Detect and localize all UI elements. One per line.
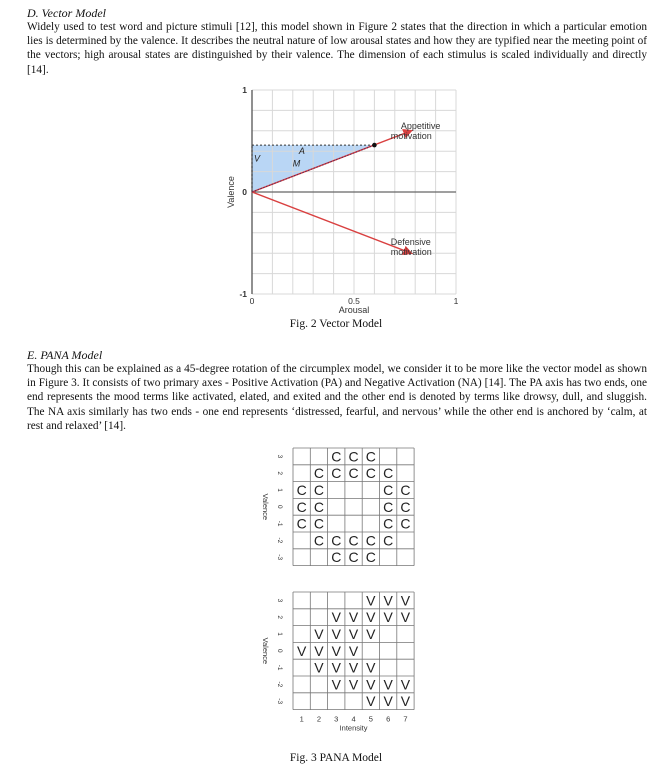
x-tick-label: 0	[249, 296, 255, 306]
pana-y-tick-label: 2	[276, 615, 283, 620]
label-v: V	[254, 153, 261, 164]
pana-cell-v: V	[348, 659, 359, 676]
pana-y-tick-label: 1	[276, 632, 283, 636]
pana-cell-v: V	[400, 609, 411, 626]
pana-y-tick-label: 1	[276, 488, 283, 492]
pana-cell-c: C	[313, 532, 325, 549]
pana-cell-v: V	[383, 592, 393, 609]
pana-cell-c: C	[296, 482, 307, 498]
pana-cell-v: V	[314, 659, 324, 676]
pana-cell-v: V	[383, 609, 393, 626]
section-d-heading: D. Vector Model	[27, 6, 106, 20]
pana-cell-c: C	[383, 482, 394, 498]
pana-cell-v: V	[331, 609, 341, 626]
pana-cell-v: V	[400, 592, 411, 609]
y-tick-label: -1	[239, 289, 247, 299]
label-a: A	[298, 146, 305, 157]
pana-y-tick-label: 3	[276, 598, 283, 603]
x-tick-label: 0.5	[348, 296, 360, 306]
pana-y-tick-label: -3	[276, 698, 283, 705]
pana-x-tick-label: 6	[386, 714, 391, 724]
highlight-point	[372, 143, 377, 148]
pana-y-tick-label: 0	[276, 648, 283, 653]
section-e-heading: E. PANA Model	[27, 348, 103, 362]
pana-y-tick-label: 3	[276, 454, 283, 459]
defensive-label-line2: motivation	[390, 247, 432, 258]
pana-cell-c: C	[365, 549, 376, 566]
pana-cell-c: C	[348, 549, 359, 566]
pana-x-tick-label: 2	[316, 714, 322, 724]
pana-cell-c: C	[331, 532, 342, 549]
label-m: M	[292, 158, 301, 169]
pana-y-tick-label: -1	[276, 520, 283, 527]
pana-y-tick-label: -1	[276, 664, 283, 671]
pana-cell-c: C	[365, 465, 376, 482]
pana-cell-v: V	[348, 626, 359, 642]
pana-cell-c: C	[400, 482, 411, 498]
section-e-paragraph: Though this can be explained as a 45-degree rotation of the circumplex model, we consider it to be more like the vector model as shown in Figure 3. It consists of two primary axes - Positive Activation (PA) and Negative Activation (NA) [14]. The PA axis has two ends, one end represents the mood terms like activated, elated, and exited and the other end is denoted by terms like drowsy, dull, and sluggish. The NA axis similarly has two ends - one end represents ‘distressed, fearful, and nervous’ while the other end is anchored by ‘calm, at rest and relaxed’ [14].	[27, 363, 647, 432]
pana-y-tick-label: 2	[276, 471, 283, 476]
pana-cell-v: V	[383, 676, 393, 693]
pana-cell-c: C	[313, 498, 325, 515]
pana-cell-c: C	[365, 532, 376, 549]
pana-cell-v: V	[314, 626, 324, 642]
section-d-paragraph: Widely used to test word and picture stimuli [12], this model shown in Figure 2 states that the direction in which a particular emotion lies is determined by the valence. It describes the neutral nature of low arousal states and how they are typified near the meeting point of the vectors; high arousal states are distinguished by their valence. The dimension of each stimulus is scaled individually and directly [14].	[27, 21, 647, 76]
defensive-label-line1: Defensive	[390, 237, 431, 248]
pana-cell-c: C	[400, 498, 411, 515]
pana-cell-v: V	[400, 676, 411, 693]
y-tick-label: 0	[242, 187, 247, 197]
pana-cell-v: V	[366, 659, 376, 676]
pana-cell-c: C	[400, 515, 411, 532]
pana-x-tick-label: 5	[368, 714, 373, 724]
pana-cell-c: C	[331, 448, 342, 465]
pana-cell-v: V	[366, 693, 376, 710]
pana-cell-v: V	[348, 642, 359, 659]
pana-y-tick-label: -3	[276, 554, 283, 561]
pana-cell-v: V	[400, 693, 411, 710]
pana-cell-c: C	[313, 465, 325, 482]
figure-3-caption: Fig. 3 PANA Model	[289, 752, 383, 764]
pana-cell-c: C	[296, 515, 307, 532]
pana-x-axis-label: Intensity	[339, 723, 368, 733]
pana-cell-v: V	[366, 609, 376, 626]
pana-y-tick-label: 0	[276, 504, 283, 509]
pana-cell-v: V	[331, 642, 341, 659]
appetitive-label-line2: motivation	[390, 130, 432, 141]
pana-cell-v: V	[348, 676, 359, 693]
pana-y-tick-label: -2	[276, 537, 283, 544]
pana-cell-v: V	[314, 642, 324, 659]
pana-cell-v: V	[383, 693, 393, 710]
pana-y-tick-label: -2	[276, 681, 283, 688]
vector-model-chart	[222, 82, 472, 318]
defensive-vector-line	[252, 192, 411, 253]
pana-cell-c: C	[348, 448, 359, 465]
pana-y-axis-label: Valence	[261, 637, 270, 665]
pana-cell-c: C	[331, 465, 342, 482]
pana-cell-v: V	[366, 626, 376, 642]
pana-cell-c: C	[365, 448, 376, 465]
pana-cell-c: C	[348, 532, 359, 549]
pana-cell-c: C	[383, 532, 394, 549]
pana-y-axis-label: Valence	[261, 493, 270, 521]
pana-cell-c: C	[383, 465, 394, 482]
pana-x-tick-label: 1	[299, 714, 304, 724]
pana-x-tick-label: 7	[403, 714, 408, 724]
appetitive-label-line1: Appetitive	[400, 120, 441, 131]
pana-cell-c: C	[313, 515, 325, 532]
x-tick-label: 1	[453, 296, 459, 306]
y-tick-label: 1	[242, 85, 247, 95]
pana-cell-c: C	[383, 498, 394, 515]
pana-cell-c: C	[296, 498, 307, 515]
y-axis-label: Valence	[226, 176, 236, 208]
pana-cell-v: V	[366, 676, 376, 693]
pana-model-chart	[250, 440, 440, 752]
pana-cell-v: V	[331, 659, 341, 676]
pana-cell-c: C	[383, 515, 394, 532]
x-axis-label: Arousal	[338, 305, 370, 315]
pana-cell-c: C	[313, 482, 325, 498]
pana-cell-v: V	[296, 642, 307, 659]
pana-cell-c: C	[331, 549, 342, 566]
pana-cell-v: V	[366, 592, 376, 609]
pana-cell-c: C	[348, 465, 359, 482]
figure-2-caption: Fig. 2 Vector Model	[289, 318, 383, 330]
pana-x-tick-label: 4	[351, 714, 356, 724]
pana-x-tick-label: 3	[334, 714, 339, 724]
pana-cell-v: V	[331, 626, 341, 642]
pana-cell-v: V	[331, 676, 341, 693]
pana-cell-v: V	[348, 609, 359, 626]
